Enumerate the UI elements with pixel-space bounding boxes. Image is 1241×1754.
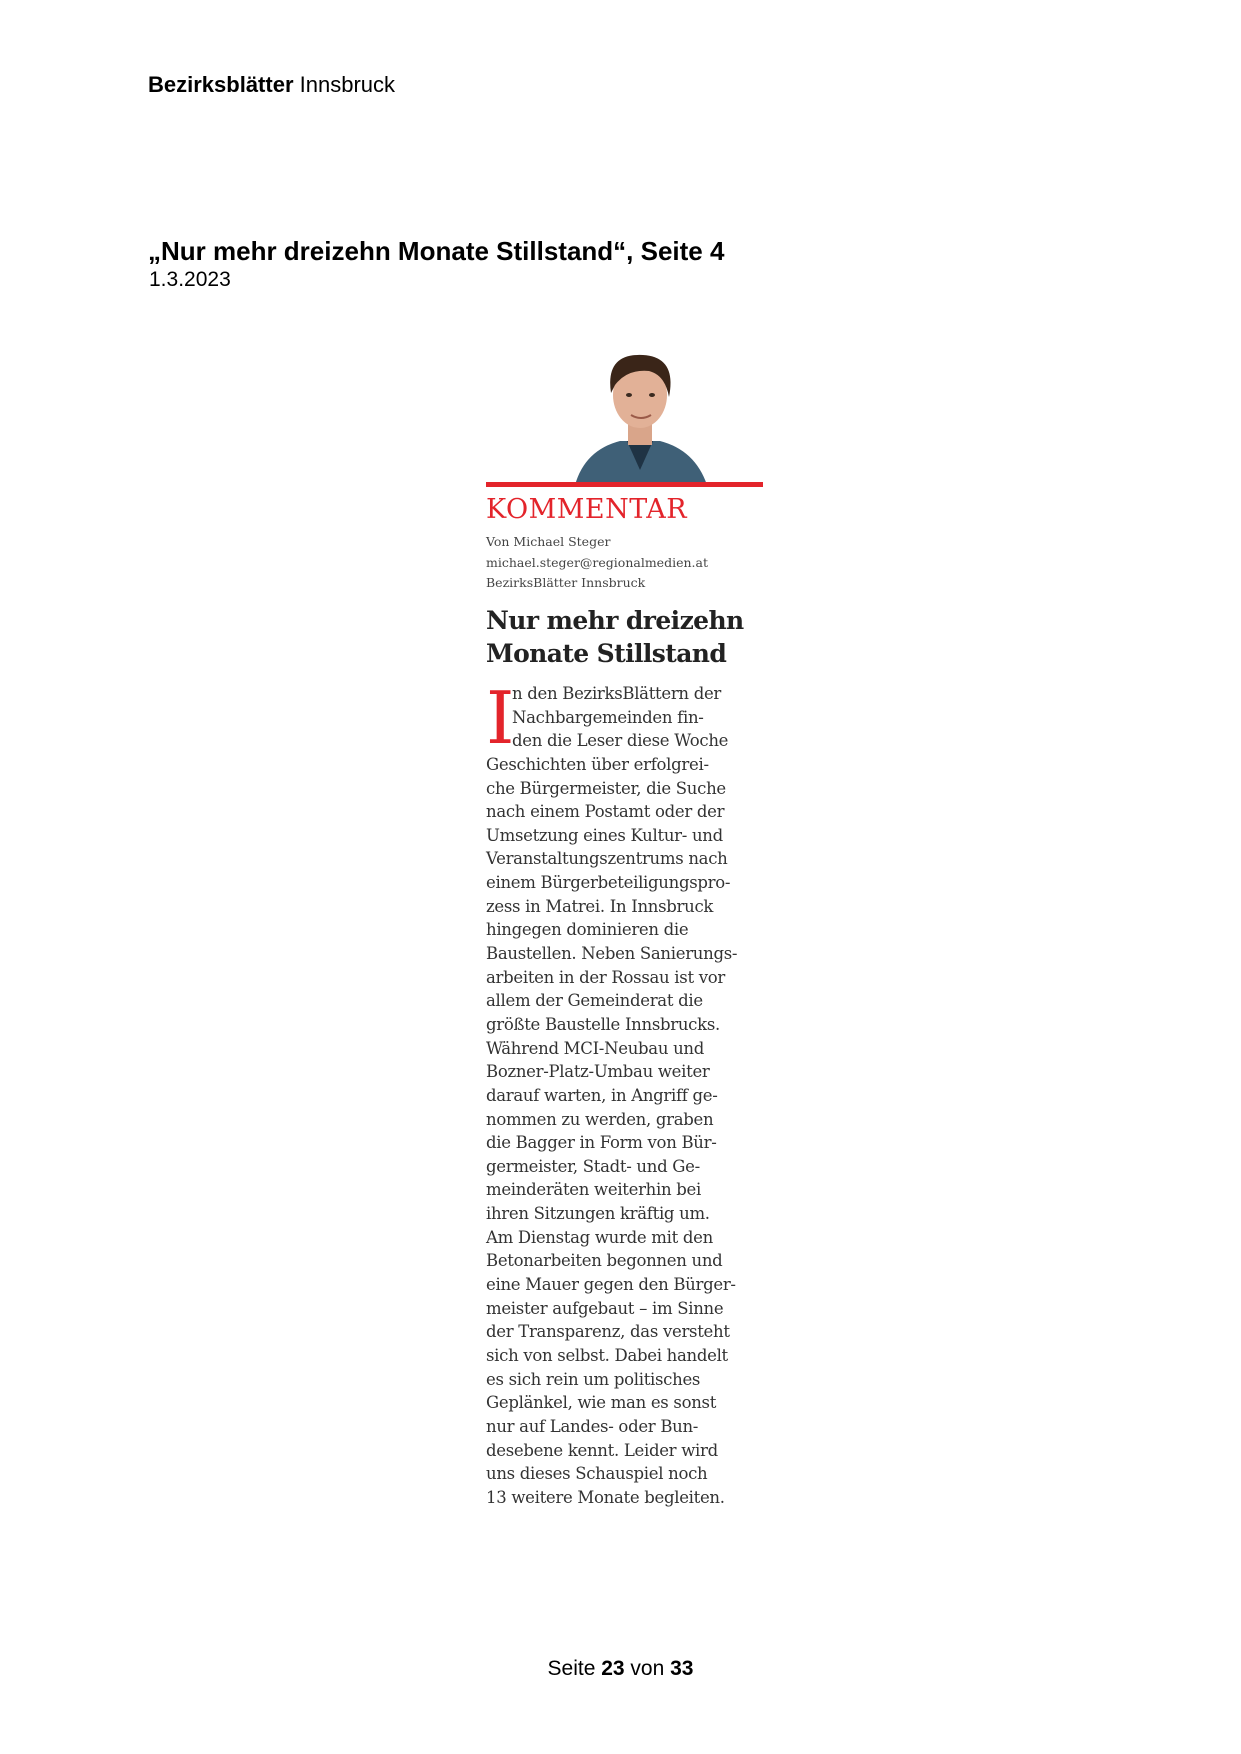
body-line: arbeiten in der Rossau ist vor [486, 967, 725, 987]
body-line: nach einem Postamt oder der [486, 802, 725, 822]
body-line: Geschichten über erfolgrei- [486, 754, 709, 774]
body-line: der Transparenz, das versteht [486, 1322, 730, 1342]
body-line: Am Dienstag wurde mit den [486, 1227, 713, 1247]
page-footer [0, 1657, 1241, 1681]
body-line: germeister, Stadt- und Ge- [486, 1156, 700, 1176]
body-line: einem Bürgerbeteiligungspro- [486, 873, 731, 893]
body-line: es sich rein um politisches [486, 1369, 701, 1389]
body-line: 13 weitere Monate begleiten. [486, 1487, 725, 1507]
body-line: meinderäten weiterhin bei [486, 1180, 701, 1200]
body-line: sich von selbst. Dabei handelt [486, 1345, 728, 1365]
body-line: desebene kennt. Leider wird [486, 1440, 718, 1460]
current-page: 23 [601, 1657, 625, 1680]
author-email: michael.steger@regionalmedien.at [486, 554, 708, 570]
author-outlet: BezirksBlätter Innsbruck [486, 575, 646, 590]
body-line: Veranstaltungszentrums nach [486, 849, 728, 869]
body-line: eine Mauer gegen den Bürger- [486, 1275, 736, 1295]
body-line: Baustellen. Neben Sanierungs- [486, 944, 738, 964]
body-line: größte Baustelle Innsbrucks. [486, 1014, 720, 1034]
author-photo [565, 345, 715, 485]
body-line: Während MCI-Neubau und [486, 1038, 705, 1058]
body-line: n den BezirksBlättern der [512, 684, 722, 703]
body-line: die Bagger in Form von Bür- [486, 1133, 717, 1153]
body-line: che Bürgermeister, die Suche [486, 778, 726, 798]
footer-middle: von [624, 1657, 671, 1680]
publication-name: Bezirksblätter [148, 72, 294, 97]
drop-cap: I [486, 676, 515, 760]
headline-line: Monate Stillstand [486, 639, 727, 668]
body-line: darauf warten, in Angriff ge- [486, 1085, 718, 1105]
author-name: Von Michael Steger [486, 534, 611, 549]
body-line: uns dieses Schauspiel noch [486, 1464, 708, 1484]
body-line: nommen zu werden, graben [486, 1109, 714, 1129]
body-line: Geplänkel, wie man es sonst [486, 1393, 717, 1413]
body-line: Betonarbeiten begonnen und [486, 1251, 723, 1271]
body-line: zess in Matrei. In Innsbruck [486, 896, 714, 916]
body-line: den die Leser diese Woche [512, 731, 729, 751]
total-pages: 33 [670, 1657, 694, 1680]
byline [486, 532, 708, 594]
body-line: meister aufgebaut – im Sinne [486, 1298, 724, 1318]
document-date: 1.3.2023 [149, 268, 231, 291]
body-line: ihren Sitzungen kräftig um. [486, 1204, 710, 1224]
body-line: hingegen dominieren die [486, 920, 689, 940]
body-line: Nachbargemeinden fin- [512, 707, 704, 727]
body-line: allem der Gemeinderat die [486, 991, 703, 1011]
accent-rule [486, 482, 763, 487]
section-kicker: KOMMENTAR [486, 494, 688, 525]
headline-line: Nur mehr dreizehn [486, 606, 744, 635]
document-title: „Nur mehr dreizehn Monate Stillstand“, Seite 4 [148, 236, 725, 266]
body-line: Umsetzung eines Kultur- und [486, 825, 723, 845]
publication-header [148, 72, 395, 98]
article-headline [486, 604, 744, 670]
body-line: nur auf Landes- oder Bun- [486, 1416, 699, 1436]
body-line: Bozner-Platz-Umbau weiter [486, 1062, 710, 1082]
publication-region: Innsbruck [293, 72, 396, 97]
article-body [486, 676, 776, 1509]
footer-prefix: Seite [547, 1657, 602, 1680]
